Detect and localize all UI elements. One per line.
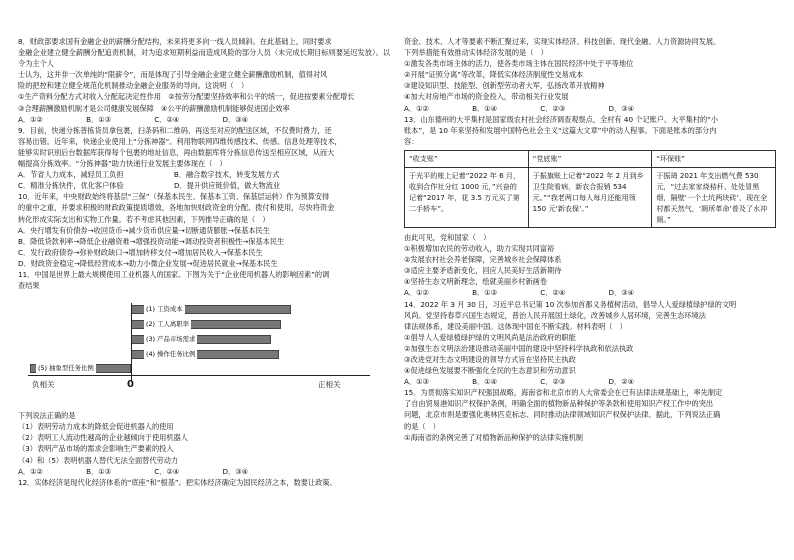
q15-option: ①海南省的条例完善了对植物新品种保护的法律实施机制 bbox=[404, 432, 583, 442]
ledger-header: “党底账” bbox=[528, 150, 652, 167]
q14-stem-line: 14．2022 年 3 月 30 日，习近平总书记第 10 次参加首都义务植树活动，倡导人人爱绿植绿护绿的文明 bbox=[404, 299, 737, 309]
q8-stem-line: 士认为，这并非一次单纯的“限薪令”，而是体现了引导金融企业建立健全薪酬激励机制，值得对风 bbox=[18, 70, 328, 80]
ledger-table bbox=[404, 150, 776, 228]
positive-label: 正相关 bbox=[318, 380, 341, 390]
q9-option: A．节省人力成本，减轻员工负担 B．融合数字技术，转变发展方式 bbox=[18, 170, 280, 180]
q14-option: ④促进绿色发展要不断强化全民的生态意识和劳动意识 bbox=[404, 366, 576, 376]
q12-option: ③建设知识型、技能型、创新型劳动者大军，弘扬改革开放精神 bbox=[404, 81, 605, 91]
q11-after: 下列说法正确的是 bbox=[18, 411, 76, 421]
q13-after: 由此可见，党和国家（ ） bbox=[404, 232, 491, 242]
ledger-header: “收支账” bbox=[405, 150, 529, 167]
q10-option: B．降低贷款利率→降低企业融资难→增强投资动能→调动投资者积极性→保基本民生 bbox=[18, 236, 285, 246]
bar-label: (5) 抽象型任务比例 bbox=[38, 364, 94, 373]
q15-stem-line: 问题，北京市则是要强化奥林匹克标志、同时推动法律领域知识产权保护法律。据此，下列说法正确 bbox=[404, 410, 721, 420]
ledger-header: “环保账” bbox=[652, 150, 776, 167]
q11-choices: A．①② B．①③ C．②④ D．③④ bbox=[18, 466, 249, 476]
q8-stem-line: 险的把控和建立健全规范化机制推动金融企业服务的导向。这说明（ ） bbox=[18, 81, 249, 91]
q9-stem-line: 容易出错。近年来，快递企业使用上“分拣神器”。利用物联网四维传感技术、传感、信息处理等技术， bbox=[18, 136, 342, 146]
q11-option: （2）表明工人流动性越高的企业越倾向于使用机器人 bbox=[18, 433, 188, 443]
bar-label: (3) 产品市场需求 bbox=[146, 335, 196, 344]
question-9 bbox=[18, 125, 390, 192]
question-15 bbox=[404, 387, 776, 442]
q10-option: A．央行增发有价债券→收回货币→减少货币供应量→切断通货膨胀→保基本民生 bbox=[18, 225, 270, 235]
question-13 bbox=[404, 114, 776, 299]
q8-stem-line: 金融企业建立健全薪酬分配追责机制，对为追求短期利益而造成风险的部分人员（未完成长期目标则要延迟发放）。以令为主个人 bbox=[18, 48, 390, 69]
q10-stem-line: 10．近年来，中央财政始终将基层“三保”（保基本民生、保基本工资、保基层运转）作为预算安排 bbox=[18, 192, 330, 202]
left-column bbox=[18, 36, 390, 488]
negative-label: 负相关 bbox=[32, 380, 55, 390]
ledger-cell: 于光平的账上记着“2022 年 6 月，收到合作社分红 1000 元，”兴奋的记着“2017 年，花 3.5 万元买了第二手轿车”。 bbox=[405, 167, 529, 227]
q11-option: （1）表明劳动力成本的降低会促进机器人的使用 bbox=[18, 422, 174, 432]
q8-option: ①生产资料分配方式对收入分配起决定性作用 ②按劳分配要坚持效率和公平的统一，促进按要素分配增长 bbox=[18, 92, 355, 102]
q11-stem-line: 查结果 bbox=[18, 281, 40, 291]
q12-stem-line: 资金、技术、人才等要素不断汇聚过来，实现实体经济、科技创新、现代金融、人力资源协同发展。 bbox=[404, 37, 721, 46]
q13-choices: A．①② B．①③ C．②④ D．③④ bbox=[404, 288, 635, 298]
q13-option: ②发展农村社会养老保障，完善城乡社会保障体系 bbox=[404, 255, 562, 265]
bar-label: (1) 工资成本 bbox=[146, 305, 183, 314]
q8-option: ③合理薪酬激励机制才是公司健康发展保障 ④公平的薪酬激励机制能够促进国企效率 bbox=[18, 103, 290, 113]
q15-stem-line: 的是（ ） bbox=[404, 421, 440, 431]
q10-stem-line: 转化形成实际支出和实物工作量。若不考虑其他因素，下列推导正确的是（ ） bbox=[18, 214, 270, 224]
q8-stem-line: 8．财政部要求国有金融企业的薪酬分配结构，未来将更多向一线人员倾斜。在此基础上，同时要求 bbox=[18, 37, 332, 46]
q13-option: ③适应主要矛盾新变化，回应人民美好生活新期待 bbox=[404, 266, 562, 276]
q12-stem-line: 12．实体经济是现代化经济体系的“底座”和“根基”。把实体经济确定为国民经济之本，数要让政策、 bbox=[18, 477, 337, 487]
q9-option: C．精准分拣快件，优化客户体验 D．提升供应链价值，做大物流业 bbox=[18, 181, 281, 191]
q8-choices: A．①② B．①③ C．②④ D．③④ bbox=[18, 114, 249, 124]
ledger-cell: 于振琦 2021 年支出燃气费 530 元，“过去家家烧秸秆、处处冒黑烟，隔壁‘一个土坑两块砖’，现在全村都天然气，‘厕所革命’普及了水冲厕。” bbox=[652, 167, 776, 227]
q14-option: ②加强生态文明法治建设推动美丽中国的建设中坚持科学执政和依法执政 bbox=[404, 343, 634, 353]
q15-stem-line: 了自由贸易港知识产权保护条例，明确全面的植物新品种保护等条款和使用知识产权工作中的突出 bbox=[404, 399, 714, 409]
q13-stem-line: 容： bbox=[404, 136, 419, 146]
right-column bbox=[404, 36, 776, 443]
q10-option: D．财政资金稳定→降低经营成本→助力小微企业发展→促进居民就业→保基本民生 bbox=[18, 258, 278, 268]
question-8 bbox=[18, 36, 390, 125]
q11-option: （3）表明产品市场的需求会影响生产要素的投入 bbox=[18, 444, 174, 454]
question-12-start bbox=[18, 477, 390, 488]
q13-stem-line: 13．山东德州的大平集村是国家级农村社会经济调查观察点，全村有 40 个记账户。大平集村的“小 bbox=[404, 114, 719, 124]
q12-option: ④加大对房地产市场的资金投入，带动相关行业发展 bbox=[404, 92, 569, 102]
q13-option: ①积极增加农民的劳动收入，助力实现共同富裕 bbox=[404, 244, 555, 254]
q14-option: ①倡导人人爱绿植绿护绿的文明风尚是法治政府的职能 bbox=[404, 332, 576, 342]
q11-stem-line: 11．中国是世界上最大规模使用工业机器人的国家。下图为关于“企业使用机器人的影响因素”的调 bbox=[18, 269, 330, 279]
bar-label: (2) 工人离职率 bbox=[146, 320, 190, 329]
question-14 bbox=[404, 299, 776, 388]
q11-option: （4）和（5）表明机器人替代无法全面替代劳动力 bbox=[18, 455, 179, 465]
q13-option: ④坚持生态文明新理念，绘就美丽乡村新画卷 bbox=[404, 277, 548, 287]
q13-stem-line: 账本”，是 10 年来坚持和发展中国特色社会主义“这篇大文章”中的动人程事。下面是账本的部分内 bbox=[404, 125, 717, 135]
q15-stem-line: 15．为贯彻落实知识产权强国战略，海南省和北京市的人大常委会在已有法律法规基础上，率先制定 bbox=[404, 388, 723, 398]
q9-stem-line: 幅提高分拣效率。“分拣神器”助力快递行业发展主要体现在（ ） bbox=[18, 159, 227, 169]
zero-line bbox=[131, 303, 132, 381]
q14-stem-line: 风尚。党坚持春草兴国生态规定，普治人民开展国土绿化，改善城乡人居环境，完善生态环境法 bbox=[404, 310, 706, 320]
q14-option: ③改进党对生态文明建设的领导方式旨在坚持民主执政 bbox=[404, 354, 576, 364]
q12-option: ①激发各类市场主体的活力，使各类市场主体在国民经济中处于平等地位 bbox=[404, 59, 634, 69]
zero-label: 0 bbox=[127, 379, 134, 391]
ledger-cell: 于振旗账上记着“2022 年 2 月到乡卫生院看病，新农合报销 534元。”“我老两口每人每月还能用领 150 元‘新农保’。” bbox=[528, 167, 652, 227]
x-axis bbox=[28, 375, 370, 376]
q9-stem-line: 9．目前，快递分拣普拣货员拿包裹，扫条码和二维码、再送至对应的配送区域，不仅费时费力，还 bbox=[18, 125, 332, 135]
robot-factors-chart bbox=[18, 295, 390, 407]
q12-stem-line: 下列举措能有效推动实体经济发展的是（ ） bbox=[404, 48, 548, 58]
q9-stem-line: 能够实时识别后台数据库获得每个包裹的地址信息，再由数据库将分拣信息传送至相应区域，从而大 bbox=[18, 147, 335, 157]
question-11 bbox=[18, 269, 390, 477]
q14-stem-line: 律法规体系，建设美丽中国。这体现中国在不断实践。材料表明（ ） bbox=[404, 321, 627, 331]
q12-choices: A．①② B．①④ C．②③ D．③④ bbox=[404, 103, 635, 113]
q10-option: C．发行政府债券→弥补财政缺口→增加转移支付→增加居民收入→保基本民生 bbox=[18, 247, 263, 257]
q14-choices: A．①③ B．①④ C．②③ D．②④ bbox=[404, 377, 635, 387]
question-10 bbox=[18, 191, 390, 269]
q10-stem-line: 的重中之重，并要求积极的财政政策提质增效，各地加快财政资金的分配、拨付和使用，尽快将资金 bbox=[18, 203, 335, 213]
question-12-cont bbox=[404, 36, 776, 114]
bar-label: (4) 操作任务比例 bbox=[146, 350, 196, 359]
q12-option: ②开展“证照分离”等改革，降低实体经济制度性交易成本 bbox=[404, 70, 584, 80]
